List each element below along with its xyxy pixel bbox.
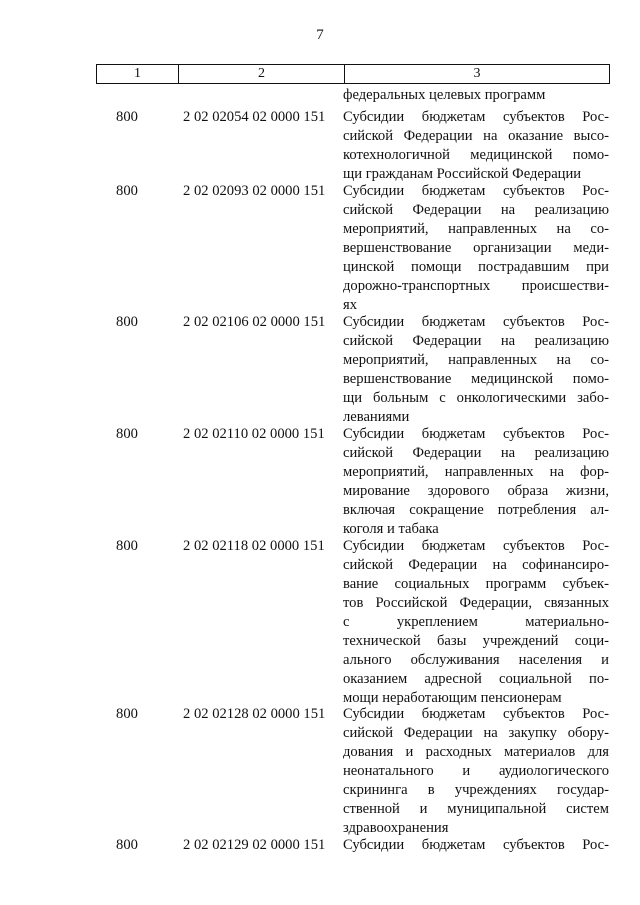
row-description bbox=[343, 705, 609, 838]
row-description bbox=[343, 108, 609, 184]
row-code: 800 bbox=[116, 538, 138, 554]
description-line: Субсидии бюджетам субъектов Рос- bbox=[343, 314, 609, 330]
row-description bbox=[343, 182, 609, 315]
description-line: скрининга в учреждениях государ- bbox=[343, 782, 609, 798]
description-line: мирование здорового образа жизни, bbox=[343, 483, 609, 499]
description-line: мероприятий, направленных на со- bbox=[343, 352, 609, 368]
row-budget-code: 2 02 02106 02 0000 151 bbox=[183, 314, 326, 330]
description-line: оказанием адресной социальной по- bbox=[343, 671, 609, 687]
row-budget-code: 2 02 02093 02 0000 151 bbox=[183, 183, 326, 199]
description-line: цинской помощи пострадавшим при bbox=[343, 259, 609, 275]
row-code: 800 bbox=[116, 837, 138, 853]
description-line: сийской Федерации на реализацию bbox=[343, 202, 609, 218]
row-budget-code: 2 02 02110 02 0000 151 bbox=[183, 426, 325, 442]
description-line: с укреплением материально- bbox=[343, 614, 609, 630]
description-line: дования и расходных материалов для bbox=[343, 744, 609, 760]
description-line: Субсидии бюджетам субъектов Рос- bbox=[343, 538, 609, 554]
description-line: Субсидии бюджетам субъектов Рос- bbox=[343, 706, 609, 722]
description-line: ального обслуживания населения и bbox=[343, 652, 609, 668]
header-col-1: 1 bbox=[97, 65, 179, 83]
description-line: сийской Федерации на реализацию bbox=[343, 445, 609, 461]
row-code: 800 bbox=[116, 426, 138, 442]
description-line: сийской Федерации на софинансиро- bbox=[343, 557, 609, 573]
row-description bbox=[343, 537, 609, 708]
description-line: вершенствование организации меди- bbox=[343, 240, 609, 256]
row-budget-code: 2 02 02128 02 0000 151 bbox=[183, 706, 326, 722]
description-line: коголя и табака bbox=[343, 521, 439, 537]
description-line: мероприятий, направленных на со- bbox=[343, 221, 609, 237]
row-budget-code: 2 02 02129 02 0000 151 bbox=[183, 837, 326, 853]
row-description bbox=[343, 836, 609, 855]
description-line: дорожно-транспортных происшестви- bbox=[343, 278, 609, 294]
description-line: леваниями bbox=[343, 409, 410, 425]
description-line: неонатального и аудиологического bbox=[343, 763, 609, 779]
description-line: сийской Федерации на реализацию bbox=[343, 333, 609, 349]
description-line: котехнологичной медицинской помо- bbox=[343, 147, 609, 163]
page-number: 7 bbox=[316, 27, 324, 43]
description-line: ственной и муниципальной систем bbox=[343, 801, 609, 817]
row-code: 800 bbox=[116, 706, 138, 722]
description-line: технической базы учреждений соци- bbox=[343, 633, 609, 649]
description-line: здравоохранения bbox=[343, 820, 449, 836]
row-budget-code: 2 02 02118 02 0000 151 bbox=[183, 538, 325, 554]
description-line: Субсидии бюджетам субъектов Рос- bbox=[343, 183, 609, 199]
description-line: тов Российской Федерации, связанных bbox=[343, 595, 609, 611]
description-line: включая сокращение потребления ал- bbox=[343, 502, 609, 518]
row-code: 800 bbox=[116, 314, 138, 330]
description-line: вершенствование медицинской помо- bbox=[343, 371, 609, 387]
description-line: Субсидии бюджетам субъектов Рос- bbox=[343, 426, 609, 442]
description-line: сийской Федерации на закупку обору- bbox=[343, 725, 609, 741]
table-header bbox=[96, 64, 610, 84]
row-code: 800 bbox=[116, 109, 138, 125]
row-budget-code: 2 02 02054 02 0000 151 bbox=[183, 109, 326, 125]
row-code: 800 bbox=[116, 183, 138, 199]
description-line: мероприятий, направленных на фор- bbox=[343, 464, 609, 480]
description-line: мощи неработающим пенсионерам bbox=[343, 690, 562, 706]
row-description bbox=[343, 425, 609, 539]
description-line: сийской Федерации на оказание высо- bbox=[343, 128, 609, 144]
description-line: Субсидии бюджетам субъектов Рос- bbox=[343, 837, 609, 853]
header-col-3: 3 bbox=[473, 66, 481, 81]
description-line: ях bbox=[343, 297, 358, 313]
description-line: щи больным с онкологическими забо- bbox=[343, 390, 609, 406]
description-line: вание социальных программ субъек- bbox=[343, 576, 609, 592]
header-col-2: 2 bbox=[179, 65, 345, 83]
description-line: щи гражданам Российской Федерации bbox=[343, 166, 582, 182]
row-description bbox=[343, 313, 609, 427]
continuation-text: федеральных целевых программ bbox=[343, 87, 546, 103]
description-line: Субсидии бюджетам субъектов Рос- bbox=[343, 109, 609, 125]
